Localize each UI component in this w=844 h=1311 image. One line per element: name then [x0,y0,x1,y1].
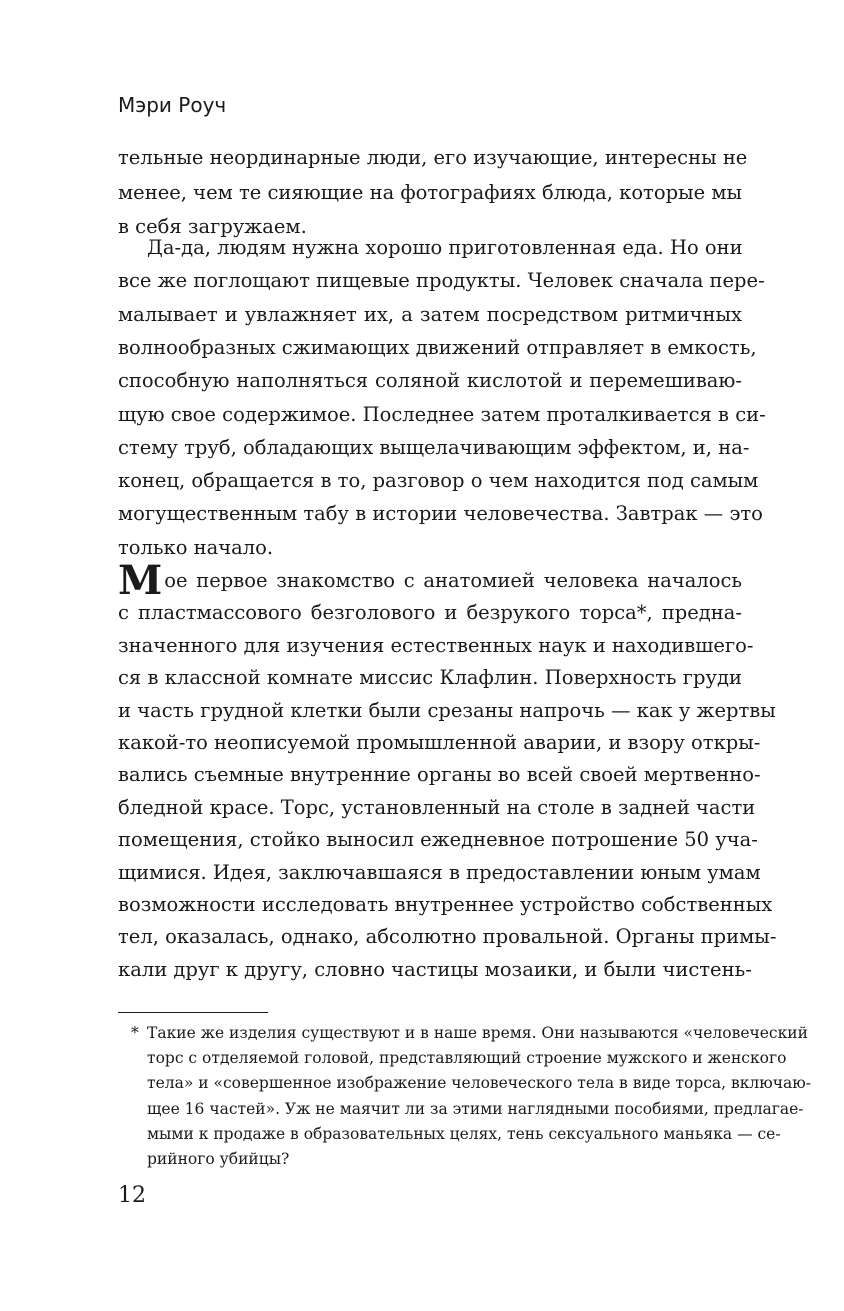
body-text-line: щую свое содержимое. Последнее затем проталкивается в си- [118,402,766,426]
body-text-line: конец, обращается в то, разговор о чем находится под самым [118,469,759,493]
body-text-line: могущественным табу в истории человечества. Завтрак — это [118,502,763,526]
body-text-line: бледной красе. Торс, установленный на столе в задней части [118,795,756,819]
body-text-line: помещения, стойко выносил ежедневное потрошение 50 уча- [118,828,758,852]
body-text-line: стему труб, обладающих выщелачивающим эффектом, и, на- [118,435,750,459]
page-number: 12 [118,1183,146,1208]
first-line-text: ое первое знакомство с анатомией человека началось [164,569,742,592]
running-header: Мэри Роуч [118,93,227,117]
body-text-line: значенного для изучения естественных наук и находившего- [118,633,754,657]
body-text-line: тел, оказалась, однако, абсолютно провальной. Органы примы- [118,925,777,949]
body-text-line: ся в классной комнате миссис Клафлин. Поверхность груди [118,666,742,690]
footnote-rule [118,1012,268,1013]
body-text-line: вались съемные внутренние органы во всей своей мертвенно- [118,763,761,787]
body-text-line: Да-да, людям нужна хорошо приготовленная еда. Но они [147,236,743,259]
body-text-line: возможности исследовать внутреннее устройство собственных [118,893,773,916]
footnote-line: тела» и «совершенное изображение человеческого тела в виде торса, включаю- [147,1074,811,1092]
footnote-line: рийного убийцы? [147,1150,290,1168]
body-text-line: малывает и увлажняет их, а затем посредством ритмичных [118,302,742,326]
body-text-line: только начало. [118,535,274,559]
body-text-line: способную наполняться соляной кислотой и перемешиваю- [118,369,742,393]
body-text-line: все же поглощают пищевые продукты. Человек сначала пере- [118,269,765,293]
body-text-line-dropcap [118,557,742,604]
body-text-line: тельные неординарные люди, его изучающие, интересны не [118,146,748,169]
footnote-marker: * [131,1024,139,1042]
body-text-line: в себя загружаем. [118,215,307,238]
footnote-line: мыми к продаже в образовательных целях, тень сексуального маньяка — се- [147,1125,781,1143]
body-text-line: кали друг к другу, словно частицы мозаики, и были чистень- [118,957,752,981]
body-text-line: и часть грудной клетки были срезаны напрочь — как у жертвы [118,698,776,722]
footnote-line: торс с отделяемой головой, представляющий строение мужского и женского [147,1049,787,1067]
body-text-line: какой-то неописуемой промышленной аварии, и взору откры- [118,731,761,754]
footnote-line: Такие же изделия существуют и в наше время. Они называются «человеческий [147,1024,808,1042]
body-text-line: с пластмассового безголового и безрукого торса*, предна- [118,601,742,625]
footnote-line: щее 16 частей». Уж не маячит ли за этими наглядными пособиями, предлагае- [147,1100,804,1118]
drop-cap: М [118,557,163,604]
body-text-line: волнообразных сжимающих движений отправляет в емкость, [118,335,757,359]
body-text-line: менее, чем те сияющие на фотографиях блюда, которые мы [118,180,743,204]
body-text-line: щимися. Идея, заключавшаяся в предоставлении юным умам [118,860,761,884]
